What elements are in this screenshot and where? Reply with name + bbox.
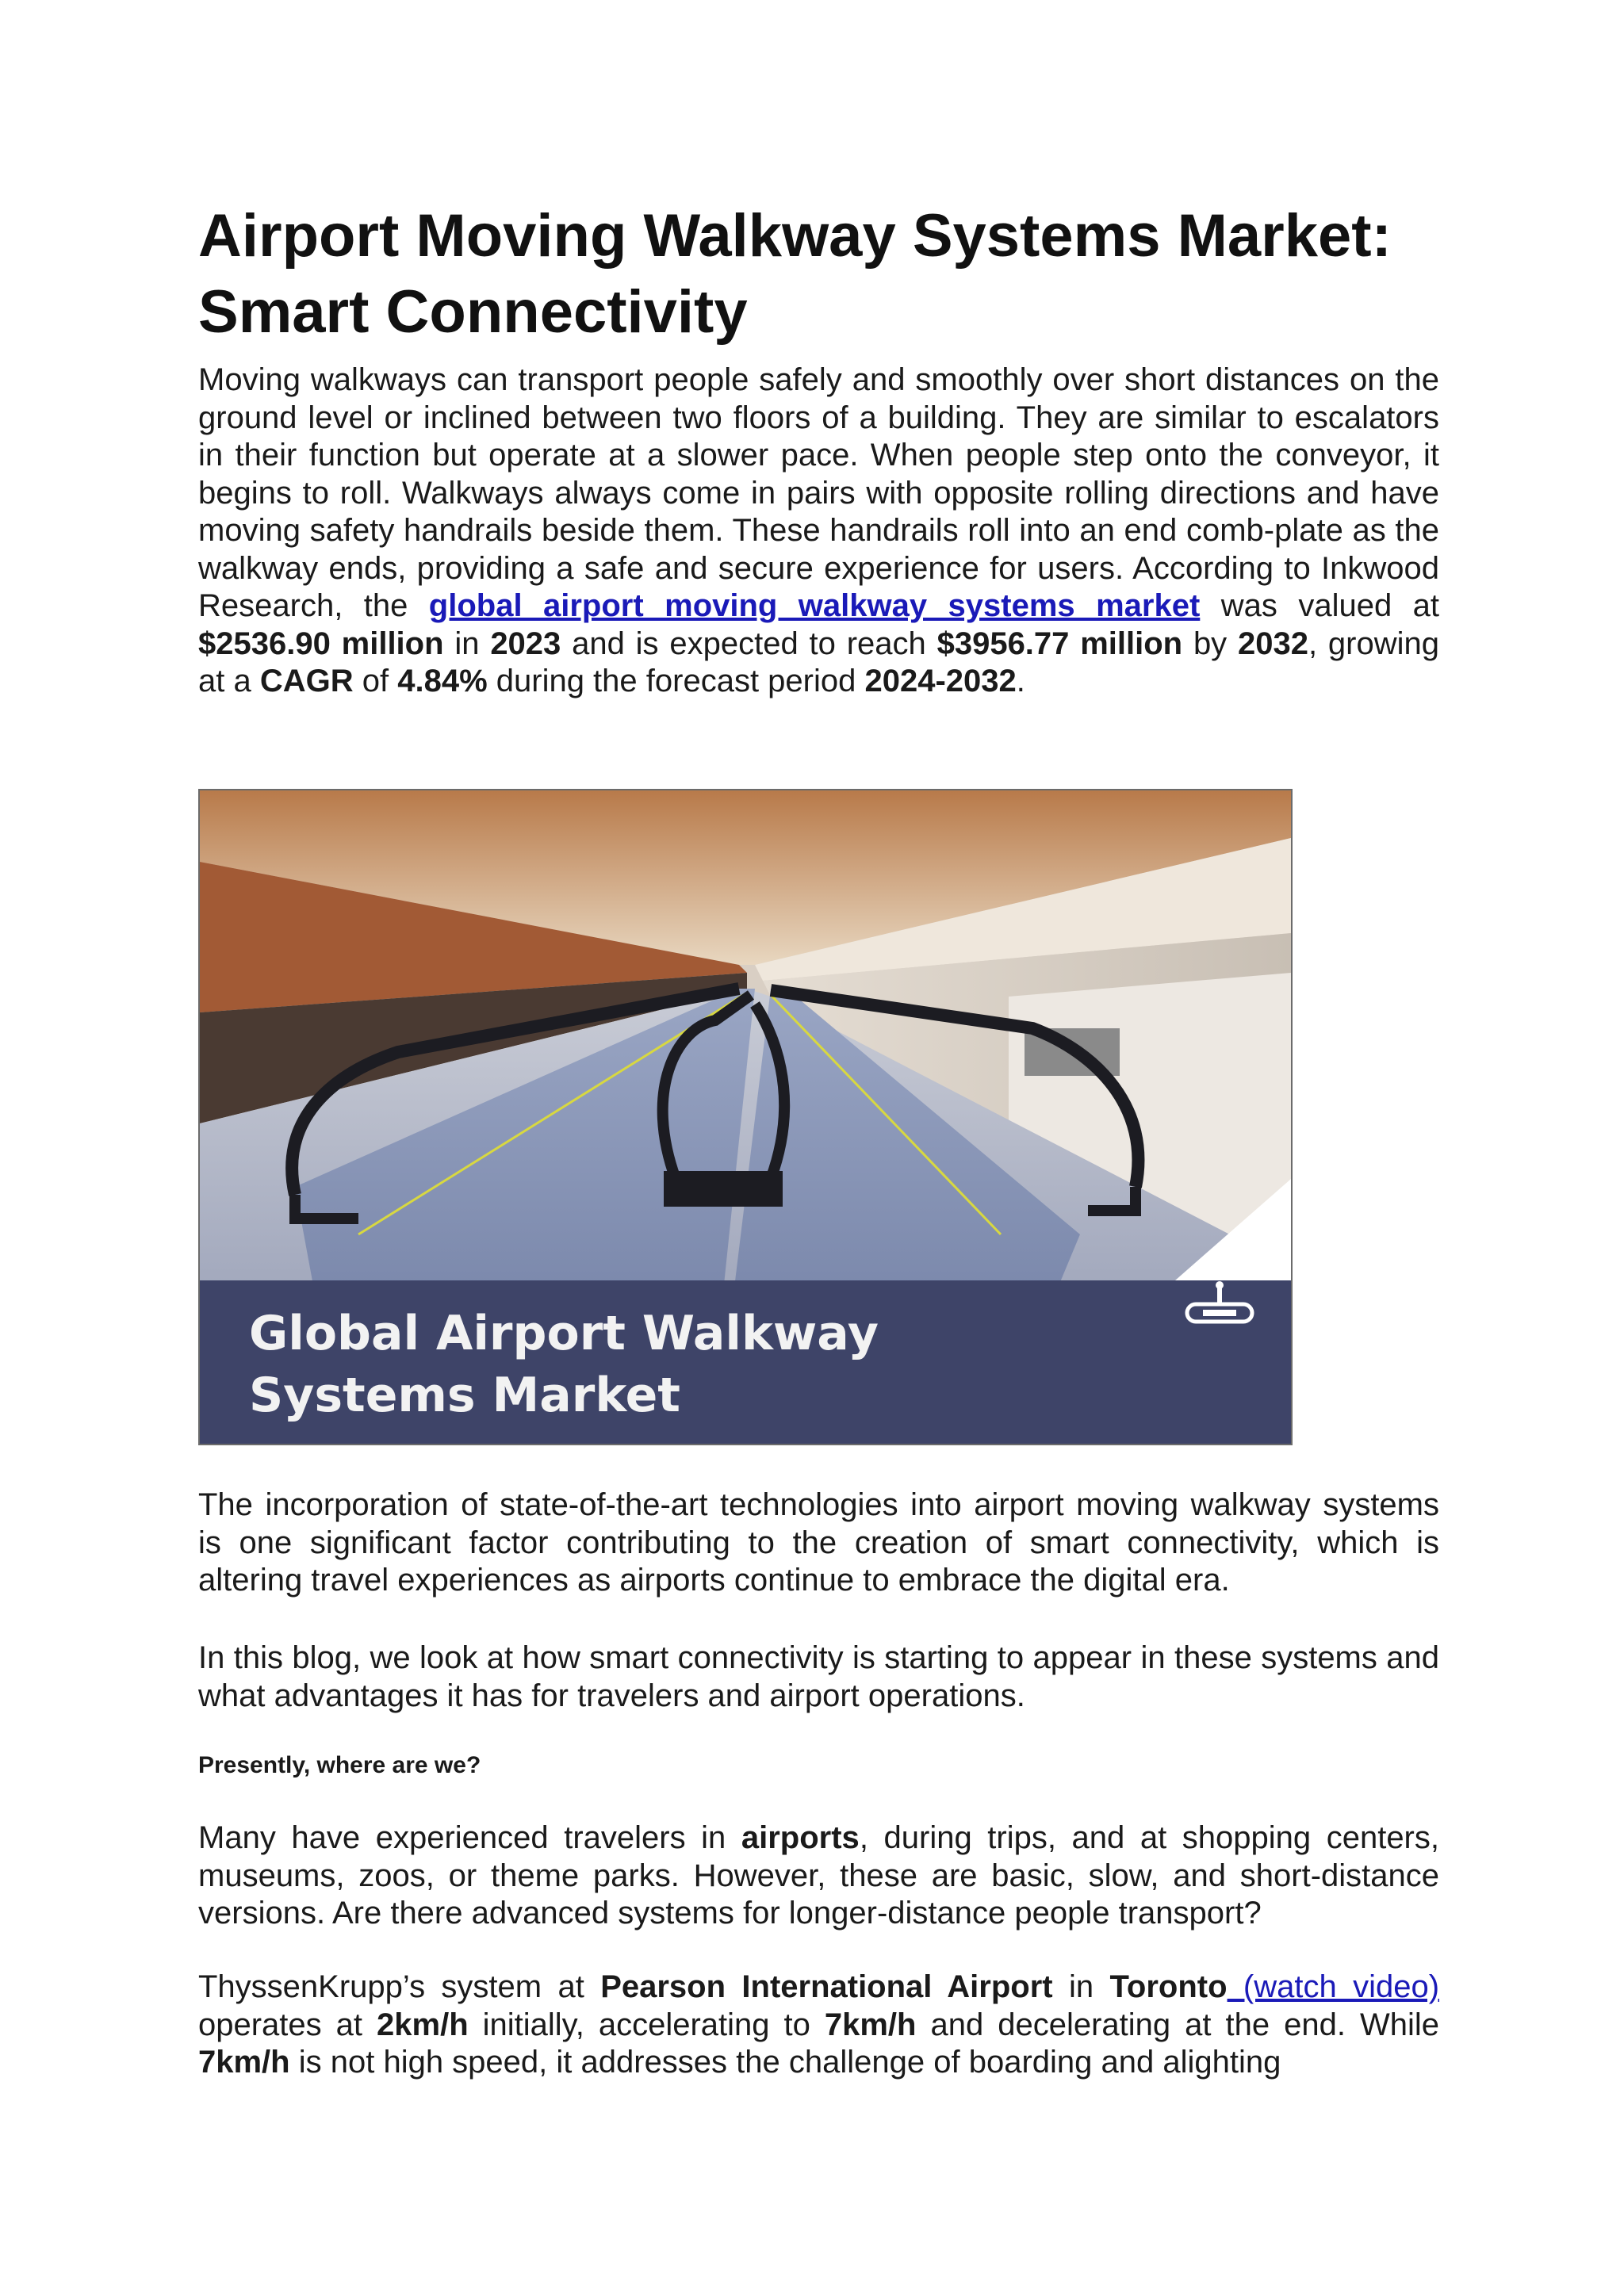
value-2032: $3956.77 million — [936, 626, 1183, 661]
cagr-value: 4.84% — [397, 664, 488, 698]
intro-text: during the forecast period — [487, 664, 865, 698]
intro-text: and is expected to reach — [561, 626, 937, 661]
intro-text: was valued at — [1200, 588, 1439, 623]
forecast-period: 2024-2032 — [864, 664, 1017, 698]
cagr-label: CAGR — [259, 664, 354, 698]
value-2023: $2536.90 million — [198, 626, 444, 661]
airports-bold: airports — [741, 1820, 860, 1855]
paragraph-technologies: The incorporation of state-of-the-art technologies into airport moving walkway systems is one significant factor contributing to the creation of smart connectivity, which is altering travel experiences as airports continue to embrace the digital era. — [198, 1487, 1439, 1598]
intro-text: , growing at a — [198, 626, 1439, 698]
airport-walkway-illustration — [200, 790, 1291, 1444]
intro-paragraph — [198, 362, 1439, 701]
intro-text: . — [1016, 664, 1025, 698]
paragraph-text: Many have experienced travelers in — [198, 1820, 741, 1855]
hero-image — [198, 789, 1293, 1445]
hero-caption-line-1: Global Airport Walkway — [249, 1306, 879, 1361]
paragraph-text: , during trips, and at shopping centers, museums, zoos, or theme parks. However, these are basic, slow, and short-distance versions. Are there advanced systems for longer-distance people transport? — [198, 1820, 1439, 1931]
article — [198, 198, 1440, 2080]
paragraph-text: in — [1052, 1969, 1110, 2004]
paragraph-text: ThyssenKrupp’s system at — [198, 1969, 601, 2004]
intro-text: Moving walkways can transport people safely and smoothly over short distances on the ground level or inclined between two floors of a building. They are similar to escalators in their function but operate at a slower pace. When people step onto the conveyor, it begins to roll. Walkways always come in pairs with opposite rolling directions and have moving safety handrails beside them. These handrails roll into an end comb-plate as the walkway ends, providing a safe and secure experience for users. According to Inkwood Research, the — [198, 362, 1439, 623]
speed-max-repeat: 7km/h — [198, 2045, 290, 2080]
speed-initial: 2km/h — [377, 2007, 469, 2042]
intro-text: by — [1182, 626, 1238, 661]
paragraph-experience — [198, 1820, 1439, 1933]
intro-text: of — [353, 664, 398, 698]
year-2023: 2023 — [490, 626, 561, 661]
paragraph-text: initially, accelerating to — [468, 2007, 825, 2042]
market-report-link[interactable]: global airport moving walkway systems market — [428, 588, 1201, 623]
paragraph-text: operates at — [198, 2007, 377, 2042]
paragraph-blog-intro: In this blog, we look at how smart connectivity is starting to appear in these systems and what advantages it has for travelers and airport operations. — [198, 1640, 1439, 1713]
intro-text: in — [443, 626, 491, 661]
hero-caption-line-2: Systems Market — [249, 1368, 680, 1423]
paragraph-thyssenkrupp — [198, 1969, 1439, 2082]
paragraph-text: is not high speed, it addresses the challenge of boarding and alighting — [289, 2045, 1281, 2080]
watch-video-link[interactable]: (watch video) — [1227, 1969, 1440, 2004]
section-heading: Presently, where are we? — [198, 1752, 481, 1778]
year-2032: 2032 — [1238, 626, 1308, 661]
city-name: Toronto — [1109, 1969, 1228, 2004]
page-title: Airport Moving Walkway Systems Market: Smart Connectivity — [198, 202, 1392, 346]
paragraph-text: and decelerating at the end. While — [916, 2007, 1439, 2042]
speed-max: 7km/h — [824, 2007, 917, 2042]
airport-name: Pearson International Airport — [600, 1969, 1053, 2004]
